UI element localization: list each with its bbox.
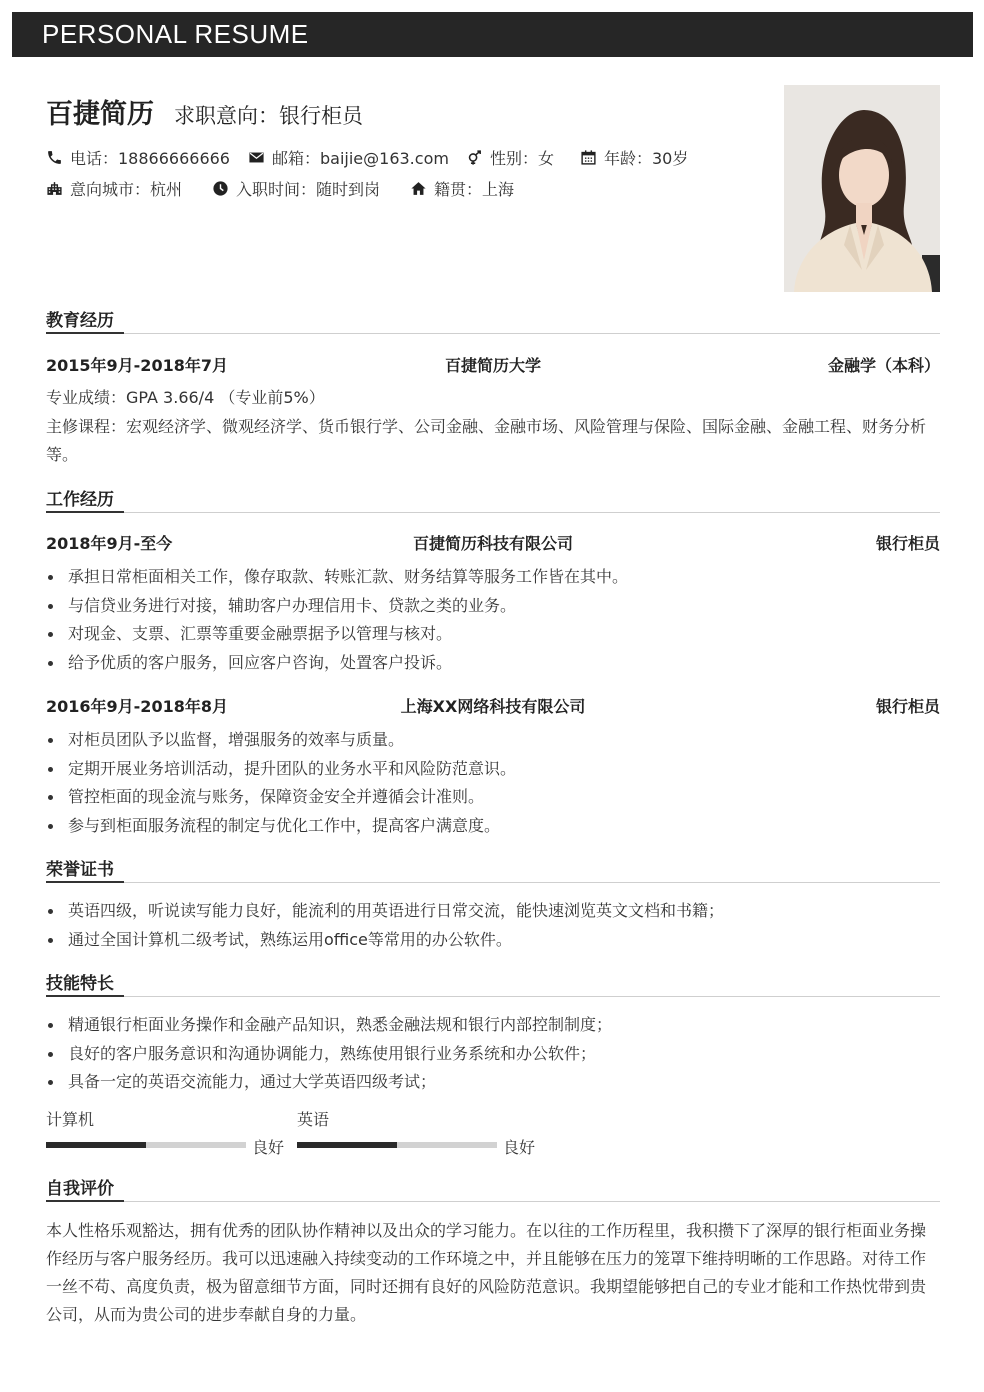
phone-icon bbox=[46, 149, 63, 166]
list-item: 给予优质的客户服务，回应客户咨询，处置客户投诉。 bbox=[46, 649, 940, 678]
gender-text: 性别：女 bbox=[490, 149, 555, 168]
section-accent bbox=[46, 511, 124, 513]
section-divider bbox=[46, 996, 940, 997]
home-icon bbox=[410, 180, 427, 197]
candidate-name: 百捷简历 bbox=[46, 99, 154, 130]
skill-name-computer: 计算机 bbox=[46, 1110, 95, 1129]
section-divider bbox=[46, 333, 940, 334]
job-duties bbox=[46, 726, 940, 840]
self-title: 自我评价 bbox=[46, 1179, 114, 1199]
origin-info bbox=[410, 177, 514, 200]
clock-icon bbox=[212, 180, 229, 197]
edu-grade: 专业成绩：GPA 3.66/4 （专业前5%） bbox=[46, 388, 325, 407]
job-duties bbox=[46, 563, 940, 677]
job-row bbox=[46, 694, 940, 716]
skill-level-computer: 良好 bbox=[252, 1138, 285, 1157]
section-divider bbox=[46, 1201, 940, 1202]
section-divider bbox=[46, 882, 940, 883]
skills-list bbox=[46, 1011, 940, 1097]
self-text: 本人性格乐观豁达，拥有优秀的团队协作精神以及出众的学习能力。在以往的工作历程里，我积攒下了深厚的银行柜面业务操作经历与客户服务经历。我可以迅速融入持续变动的工作环境之中，并且能够在压力的笼罩下维持明晰的工作思路。对待工作一丝不苟、高度负责，极为留意细节方面，同时还拥有良好的风险防范意识。我期望能够把自己的专业才能和工作热忱带到贵公司，从而为贵公司的进步奉献自身的力量。 bbox=[46, 1221, 927, 1324]
list-item: 管控柜面的现金流与账务，保障资金安全并遵循会计准则。 bbox=[46, 783, 940, 812]
email-info bbox=[248, 146, 449, 169]
email-text: 邮箱：baijie@163.com bbox=[272, 149, 449, 168]
edu-period: 2015年9月-2018年7月 bbox=[46, 356, 228, 375]
mail-icon bbox=[248, 149, 265, 166]
job-row bbox=[46, 531, 940, 553]
education-row bbox=[46, 353, 940, 375]
section-accent bbox=[46, 332, 124, 334]
skill-bar-fill bbox=[46, 1142, 146, 1148]
section-accent bbox=[46, 1200, 124, 1202]
profile-photo bbox=[784, 85, 940, 292]
job-company: 百捷简历科技有限公司 bbox=[412, 534, 573, 553]
phone-info bbox=[46, 146, 230, 169]
list-item: 承担日常柜面相关工作，像存取款、转账汇款、财务结算等服务工作皆在其中。 bbox=[46, 563, 940, 592]
start-info bbox=[212, 177, 380, 200]
skill-bar-fill bbox=[297, 1142, 397, 1148]
city-text: 意向城市：杭州 bbox=[70, 180, 183, 199]
edu-school: 百捷简历大学 bbox=[444, 356, 541, 375]
job-period: 2018年9月-至今 bbox=[46, 534, 173, 553]
start-text: 入职时间：随时到岗 bbox=[236, 180, 381, 199]
city-icon bbox=[46, 180, 63, 197]
phone-text: 电话：18866666666 bbox=[70, 149, 230, 168]
section-divider bbox=[46, 512, 940, 513]
calendar-icon bbox=[580, 149, 597, 166]
list-item: 良好的客户服务意识和沟通协调能力，熟练使用银行业务系统和办公软件； bbox=[46, 1040, 940, 1069]
city-info bbox=[46, 177, 182, 200]
job-role: 银行柜员 bbox=[875, 697, 940, 716]
list-item: 通过全国计算机二级考试，熟练运用office等常用的办公软件。 bbox=[46, 926, 940, 955]
list-item: 精通银行柜面业务操作和金融产品知识，熟悉金融法规和银行内部控制制度； bbox=[46, 1011, 940, 1040]
gender-icon bbox=[466, 149, 483, 166]
list-item: 对柜员团队予以监督，增强服务的效率与质量。 bbox=[46, 726, 940, 755]
job-role: 银行柜员 bbox=[875, 534, 940, 553]
origin-text: 籍贯：上海 bbox=[434, 180, 515, 199]
age-info bbox=[580, 146, 688, 169]
skills-title: 技能特长 bbox=[46, 974, 114, 994]
list-item: 参与到柜面服务流程的制定与优化工作中，提高客户满意度。 bbox=[46, 812, 940, 841]
work-title: 工作经历 bbox=[46, 490, 114, 510]
list-item: 定期开展业务培训活动，提升团队的业务水平和风险防范意识。 bbox=[46, 755, 940, 784]
edu-courses: 主修课程：宏观经济学、微观经济学、货币银行学、公司金融、金融市场、风险管理与保险、国际金融、金融工程、财务分析等。 bbox=[46, 417, 927, 464]
resume-banner bbox=[12, 12, 973, 57]
section-accent bbox=[46, 995, 124, 997]
education-title: 教育经历 bbox=[46, 311, 114, 331]
list-item: 英语四级，听说读写能力良好，能流利的用英语进行日常交流，能快速浏览英文文档和书籍； bbox=[46, 897, 940, 926]
honors-title: 荣誉证书 bbox=[46, 860, 114, 880]
job-company: 上海XX网络科技有限公司 bbox=[400, 697, 586, 716]
job-intent: 求职意向：银行柜员 bbox=[174, 104, 363, 128]
edu-major: 金融学（本科） bbox=[827, 356, 940, 375]
list-item: 具备一定的英语交流能力，通过大学英语四级考试； bbox=[46, 1068, 940, 1097]
honors-list bbox=[46, 897, 940, 954]
age-text: 年龄：30岁 bbox=[604, 149, 689, 168]
skill-name-english: 英语 bbox=[297, 1110, 330, 1129]
job-period: 2016年9月-2018年8月 bbox=[46, 697, 228, 716]
list-item: 对现金、支票、汇票等重要金融票据予以管理与核对。 bbox=[46, 620, 940, 649]
section-accent bbox=[46, 881, 124, 883]
banner-title: PERSONAL RESUME bbox=[42, 19, 309, 49]
skill-bar-english bbox=[297, 1142, 497, 1148]
list-item: 与信贷业务进行对接，辅助客户办理信用卡、贷款之类的业务。 bbox=[46, 592, 940, 621]
skill-level-english: 良好 bbox=[503, 1138, 536, 1157]
gender-info bbox=[466, 146, 554, 169]
skill-bar-computer bbox=[46, 1142, 246, 1148]
